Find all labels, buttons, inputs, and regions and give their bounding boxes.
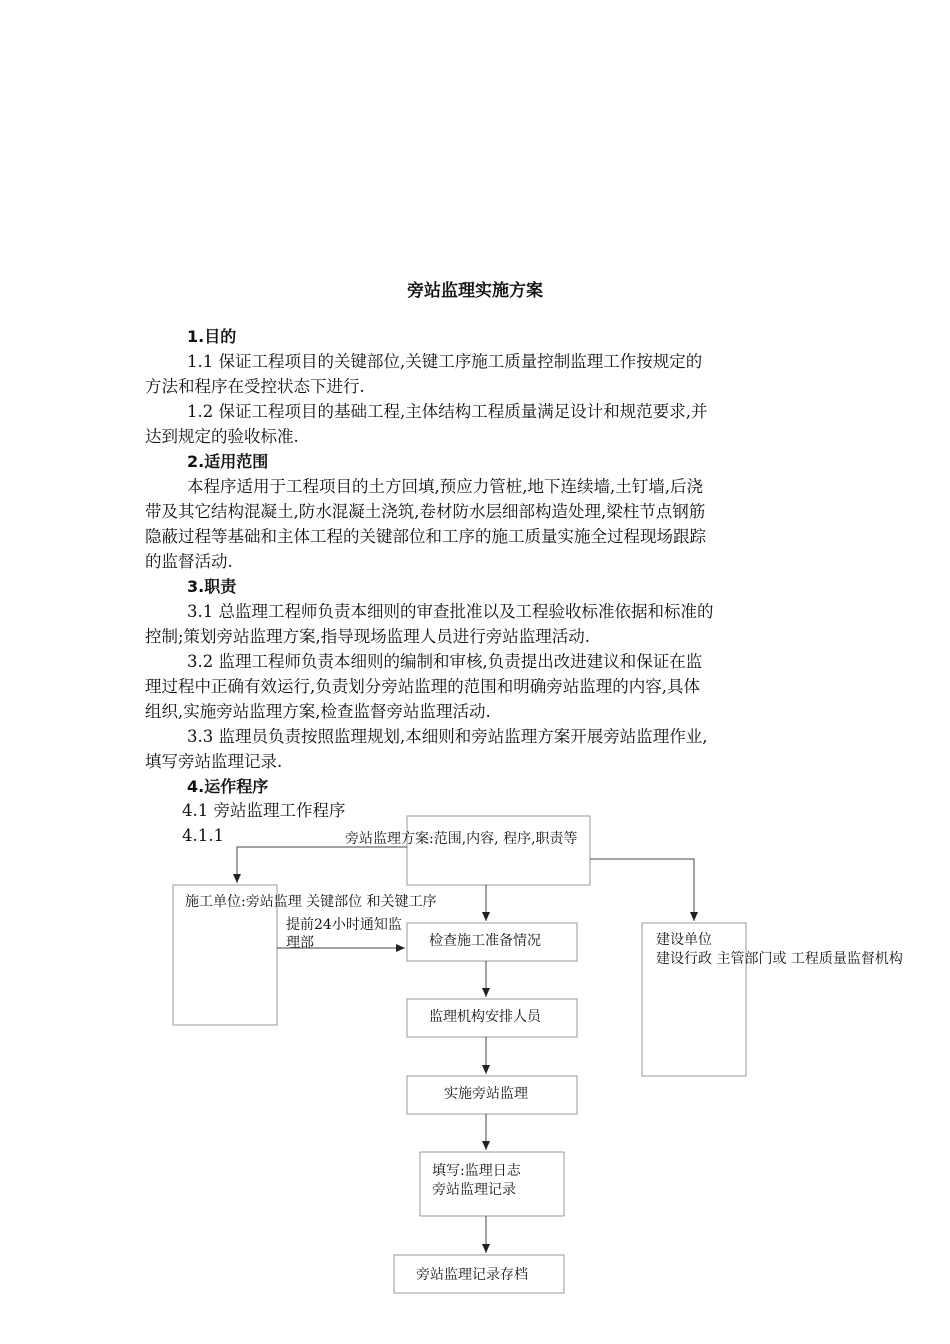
paragraph-3-2-line-2: 理过程中正确有效运行,负责划分旁站监理的范围和明确旁站监理的内容,具体	[145, 677, 700, 696]
paragraph-3-1-line-1: 3.1 总监理工程师负责本细则的审查批准以及工程验收标准依据和标准的	[187, 602, 714, 621]
paragraph-1-2-line-2: 达到规定的验收标准.	[145, 427, 299, 446]
check-text: 检查施工准备情况	[429, 933, 541, 949]
section-2-heading: 2.适用范围	[187, 452, 269, 471]
paragraph-2-line-2: 带及其它结构混凝土,防水混凝土浇筑,卷材防水层细部构造处理,梁柱节点钢筋	[145, 502, 706, 521]
document-title: 旁站监理实施方案	[407, 281, 543, 301]
paragraph-2-line-4: 的监督活动.	[145, 552, 233, 571]
arrow-plan-to-contractor	[237, 847, 407, 883]
section-3-heading: 3.职责	[187, 577, 237, 596]
implement-text: 实施旁站监理	[444, 1086, 528, 1102]
plan-box	[407, 816, 590, 885]
owner-text-line-1: 建设单位	[656, 932, 712, 948]
subsection-4-1: 4.1 旁站监理工作程序	[182, 801, 346, 820]
paragraph-3-3-line-2: 填写旁站监理记录.	[145, 752, 283, 771]
plan-text: 旁站监理方案:范围,内容, 程序,职责等	[345, 831, 578, 847]
owner-text-line-2: 建设行政 主管部门或 工程质量监督机构	[656, 951, 903, 967]
paragraph-3-3-line-1: 3.3 监理员负责按照监理规划,本细则和旁站监理方案开展旁站监理作业,	[187, 727, 708, 746]
notice-text-line-2: 理部	[286, 935, 314, 951]
subsection-4-1-1: 4.1.1	[182, 826, 224, 845]
notice-text-line-1: 提前24小时通知监	[286, 917, 402, 933]
section-1-heading: 1.目的	[187, 327, 237, 346]
paragraph-1-2-line-1: 1.2 保证工程项目的基础工程,主体结构工程质量满足设计和规范要求,并	[187, 402, 708, 421]
contractor-text: 施工单位:旁站监理 关键部位 和关键工序	[185, 894, 437, 910]
record-text-line-2: 旁站监理记录	[432, 1182, 516, 1198]
section-4-heading: 4.运作程序	[187, 777, 269, 796]
record-text-line-1: 填写:监理日志	[432, 1163, 521, 1179]
paragraph-3-2-line-1: 3.2 监理工程师负责本细则的编制和审核,负责提出改进建议和保证在监	[187, 652, 703, 671]
paragraph-3-1-line-2: 控制;策划旁站监理方案,指导现场监理人员进行旁站监理活动.	[145, 627, 591, 646]
paragraph-1-1-line-1: 1.1 保证工程项目的关键部位,关键工序施工质量控制监理工作按规定的	[187, 352, 703, 371]
paragraph-2-line-3: 隐蔽过程等基础和主体工程的关键部位和工序的施工质量实施全过程现场跟踪	[145, 527, 706, 546]
staff-text: 监理机构安排人员	[429, 1009, 541, 1025]
paragraph-1-1-line-2: 方法和程序在受控状态下进行.	[145, 377, 365, 396]
archive-text: 旁站监理记录存档	[416, 1267, 528, 1283]
paragraph-3-2-line-3: 组织,实施旁站监理方案,检查监督旁站监理活动.	[145, 702, 491, 721]
arrow-plan-to-owner	[590, 859, 694, 921]
paragraph-2-line-1: 本程序适用于工程项目的土方回填,预应力管桩,地下连续墙,土钉墙,后浇	[187, 477, 703, 496]
